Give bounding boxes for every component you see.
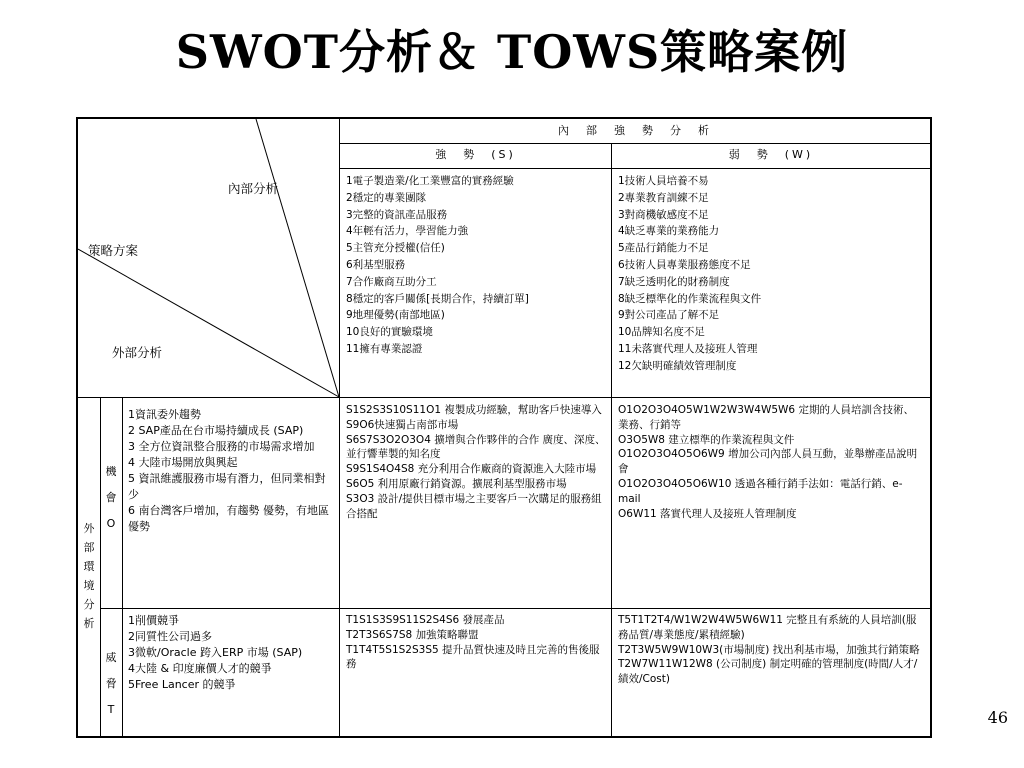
external-env-label: 外 部 環 境 分 析 bbox=[83, 522, 95, 630]
weakness-item: 10品牌知名度不足 bbox=[618, 326, 705, 339]
threats-list bbox=[128, 613, 334, 693]
slide-title: SWOT分析＆ TOWS策略案例 bbox=[175, 25, 849, 79]
col-divider-2 bbox=[611, 143, 612, 736]
env-col-divider-2 bbox=[122, 397, 123, 736]
strengths-header: 強 勢 (S) bbox=[435, 148, 516, 161]
weakness-item: 12欠缺明確績效管理制度 bbox=[618, 359, 737, 372]
weakness-item: 9對公司產品了解不足 bbox=[618, 309, 720, 322]
wt-strategy-item: T5T1T2T4/W1W2W4W5W6W11 完整且有系統的人員培訓(服務品質/專業態度/累積經驗) bbox=[618, 614, 917, 641]
weaknesses-header: 弱 勢 (W) bbox=[728, 148, 814, 161]
so-strategy-item: S1S2S3S10S11O1 複製成功經驗，幫助客戶快速導入 bbox=[346, 404, 602, 416]
strength-item: 3完整的資訊產品服務 bbox=[346, 208, 448, 221]
weakness-item: 6技術人員專業服務態度不足 bbox=[618, 258, 751, 271]
internal-analysis-label: 內部分析 bbox=[228, 181, 279, 196]
opportunity-item: 3 全方位資訊整合服務的市場需求增加 bbox=[128, 440, 315, 453]
st-strategy-item: T2T3S6S7S8 加強策略聯盟 bbox=[346, 628, 479, 641]
wo-strategy-item: O6W11 落實代理人及接班人管理制度 bbox=[618, 507, 797, 520]
st-strategy-item: T1T4T5S1S2S3S5 提升品質快速及時且完善的售後服務 bbox=[346, 643, 600, 671]
weakness-item: 4缺乏專業的業務能力 bbox=[618, 225, 720, 238]
so-strategy-item: S9O6快速獨占南部市場 bbox=[346, 418, 459, 431]
threat-item: 3微軟/Oracle 跨入ERP 市場 (SAP) bbox=[128, 646, 303, 659]
st-strategy-item: T1S1S3S9S11S2S4S6 發展產品 bbox=[346, 614, 505, 626]
opportunities-list bbox=[128, 407, 334, 535]
wt-strategy-item: T2T3W5W9W10W3(市場制度) 找出利基市場，加強其行銷策略 bbox=[618, 643, 920, 656]
wo-strategy-item: O3O5W8 建立標準的作業流程與文件 bbox=[618, 433, 795, 446]
so-strategy-item: S9S1S4O4S8 充分利用合作廠商的資源進入大陸市場 bbox=[346, 463, 597, 476]
wo-strategy-item: O1O2O3O4O5W1W2W3W4W5W6 定期的人員培訓含技術、業務、行銷等 bbox=[618, 404, 914, 431]
wt-strategies bbox=[618, 613, 924, 687]
strength-item: 1電子製造業/化工業豐富的實務經驗 bbox=[346, 175, 514, 187]
wo-strategy-item: O1O2O3O4O5O6W10 透過各種行銷手法如：電話行銷、e-mail bbox=[618, 477, 903, 505]
weaknesses-list bbox=[618, 173, 926, 375]
opportunity-item: 2 SAP產品在台市場持續成長 (SAP) bbox=[128, 424, 304, 437]
strength-item: 9地理優勢(南部地區) bbox=[346, 309, 445, 322]
strength-item: 2穩定的專業團隊 bbox=[346, 191, 427, 204]
so-strategy-item: S6O5 利用原廠行銷資源。擴展利基型服務市場 bbox=[346, 477, 567, 490]
so-strategy-item: S6S7S3O2O3O4 擴增與合作夥伴的合作 廣度、深度、並行響華製的知名度 bbox=[346, 433, 606, 461]
weakness-item: 2專業教育訓練不足 bbox=[618, 191, 709, 204]
wt-strategy-item: T2W7W11W12W8 (公司制度) 制定明確的管理制度(時間/人才/績效/Cost) bbox=[618, 658, 918, 686]
internal-header: 內 部 強 勢 分 析 bbox=[558, 124, 712, 137]
threat-item: 1削價競爭 bbox=[128, 614, 179, 627]
weakness-item: 3對商機敏感度不足 bbox=[618, 208, 709, 221]
threat-item: 5Free Lancer 的競爭 bbox=[128, 678, 236, 691]
strength-item: 7合作廠商互助分工 bbox=[346, 275, 437, 288]
strategy-label: 策略方案 bbox=[88, 243, 139, 258]
opportunity-item: 6 南台灣客戶增加，有趨勢 優勢，有地區優勢 bbox=[128, 504, 329, 533]
strength-item: 6利基型服務 bbox=[346, 258, 406, 271]
row-divider-threat bbox=[100, 608, 930, 609]
strength-item: 10良好的實驗環境 bbox=[346, 326, 433, 339]
external-analysis-label: 外部分析 bbox=[112, 345, 163, 360]
weakness-item: 8缺乏標準化的作業流程與文件 bbox=[618, 292, 762, 305]
wo-strategy-item: O1O2O3O4O5O6W9 增加公司內部人員互動，並舉辦產品說明會 bbox=[618, 448, 918, 476]
opportunity-item: 5 資訊維護服務市場有潛力，但同業相對少 bbox=[128, 472, 326, 501]
strength-item: 8穩定的客戶關係[長期合作，持續訂單] bbox=[346, 292, 529, 305]
weakness-item: 7缺乏透明化的財務制度 bbox=[618, 275, 730, 288]
opportunity-label: 機 會 O bbox=[105, 465, 117, 530]
weakness-item: 11未落實代理人及接班人管理 bbox=[618, 342, 758, 355]
weakness-item: 1技術人員培養不易 bbox=[618, 175, 709, 187]
strengths-list bbox=[346, 173, 608, 358]
so-strategies bbox=[346, 403, 607, 521]
strength-item: 11擁有專業認證 bbox=[346, 342, 423, 355]
strength-item: 5主管充分授權(信任) bbox=[346, 242, 445, 255]
opportunity-item: 4 大陸市場開放與興起 bbox=[128, 456, 238, 469]
opportunity-item: 1資訊委外趨勢 bbox=[128, 408, 201, 421]
threat-item: 4大陸 & 印度廉價人才的競爭 bbox=[128, 662, 272, 675]
tows-matrix bbox=[76, 117, 932, 738]
row-divider-header bbox=[339, 143, 930, 144]
page-number: 46 bbox=[987, 708, 1008, 727]
strength-item: 4年輕有活力，學習能力強 bbox=[346, 225, 469, 238]
row-divider-sw-header bbox=[339, 168, 930, 169]
wo-strategies bbox=[618, 403, 924, 521]
threat-item: 2同質性公司過多 bbox=[128, 630, 212, 643]
weakness-item: 5產品行銷能力不足 bbox=[618, 242, 709, 255]
so-strategy-item: S3O3 設計/提供目標市場之主要客戶一次購足的服務組合搭配 bbox=[346, 492, 602, 520]
threat-label: 威 脅 T bbox=[105, 651, 117, 716]
st-strategies bbox=[346, 613, 607, 672]
